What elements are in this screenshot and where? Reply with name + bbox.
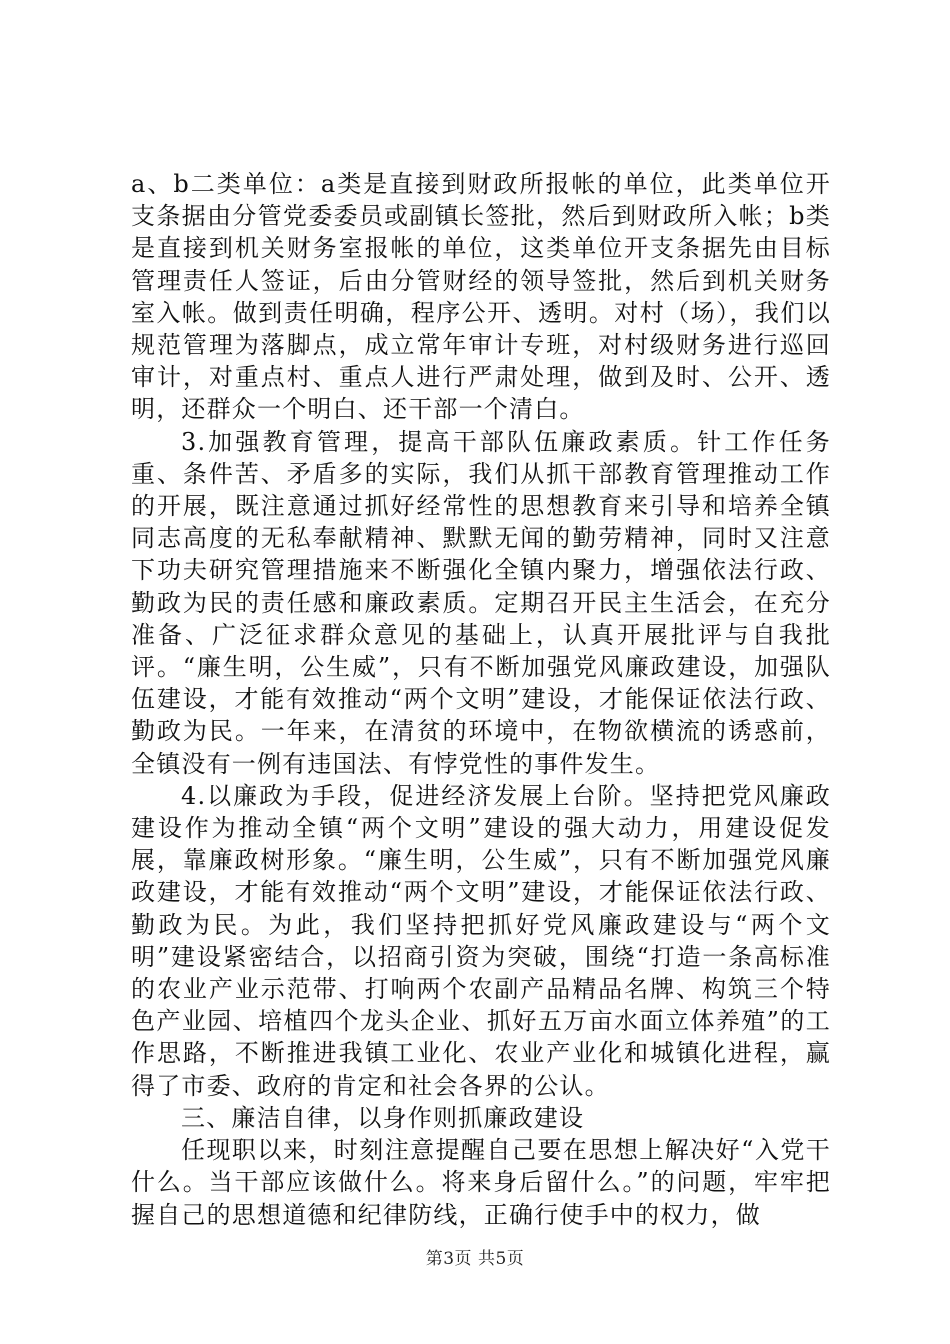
- paragraph-education-management: 3.加强教育管理，提高干部队伍廉政素质。针工作任务重、条件苦、矛盾多的实际，我们从抓干部教育管理推动工作的开展，既注意通过抓好经常性的思想教育来引导和培养全镇同志高度的无私奉献精神、默默无闻的勤劳精神，同时又注意下功夫研究管理措施来不断强化全镇内聚力，增强依法行政、勤政为民的责任感和廉政素质。定期召开民主生活会，在充分准备、广泛征求群众意见的基础上，认真开展批评与自我批评。“廉生明，公生威”，只有不断加强党风廉政建设，加强队伍建设，才能有效推动“两个文明”建设，才能保证依法行政、勤政为民。一年来，在清贫的环境中，在物欲横流的诱惑前，全镇没有一例有违国法、有悖党性的事件发生。: [131, 427, 831, 778]
- section-heading-self-discipline: 三、廉洁自律，以身作则抓廉政建设: [181, 1103, 585, 1132]
- document-body: [131, 168, 831, 1231]
- page-number-footer: 第3页 共5页: [425, 1249, 525, 1269]
- paragraph-economic-development: 4.以廉政为手段，促进经济发展上台阶。坚持把党风廉政建设作为推动全镇“两个文明”建设的强大动力，用建设促发展，靠廉政树形象。“廉生明，公生威”，只有不断加强党风廉政建设，才能有效推动“两个文明”建设，才能保证依法行政、勤政为民。为此，我们坚持把抓好党风廉政建设与“两个文明”建设紧密结合，以招商引资为突破，围绕“打造一条高标准的农业产业示范带、打响两个农副产品精品名牌、构筑三个特色产业园、培植四个龙头企业、抓好五万亩水面立体养殖”的工作思路，不断推进我镇工业化、农业产业化和城镇化进程，赢得了市委、政府的肯定和社会各界的公认。: [131, 781, 831, 1100]
- paragraph-unit-types: a、b二类单位：a类是直接到财政所报帐的单位，此类单位开支条据由分管党委委员或副镇长签批，然后到财政所入帐；b类是直接到机关财务室报帐的单位，这类单位开支条据先由目标管理责任人签证，后由分管财经的领导签批，然后到机关财务室入帐。做到责任明确，程序公开、透明。对村（场），我们以规范管理为落脚点，成立常年审计专班，对村级财务进行巡回审计，对重点村、重点人进行严肃处理，做到及时、公开、透明，还群众一个明白、还干部一个清白。: [131, 170, 831, 424]
- paragraph-self-discipline: 任现职以来，时刻注意提醒自己要在思想上解决好“入党干什么。当干部应该做什么。将来身后留什么。”的问题，牢牢把握自己的思想道德和纪律防线，正确行使手中的权力，做: [131, 1136, 831, 1229]
